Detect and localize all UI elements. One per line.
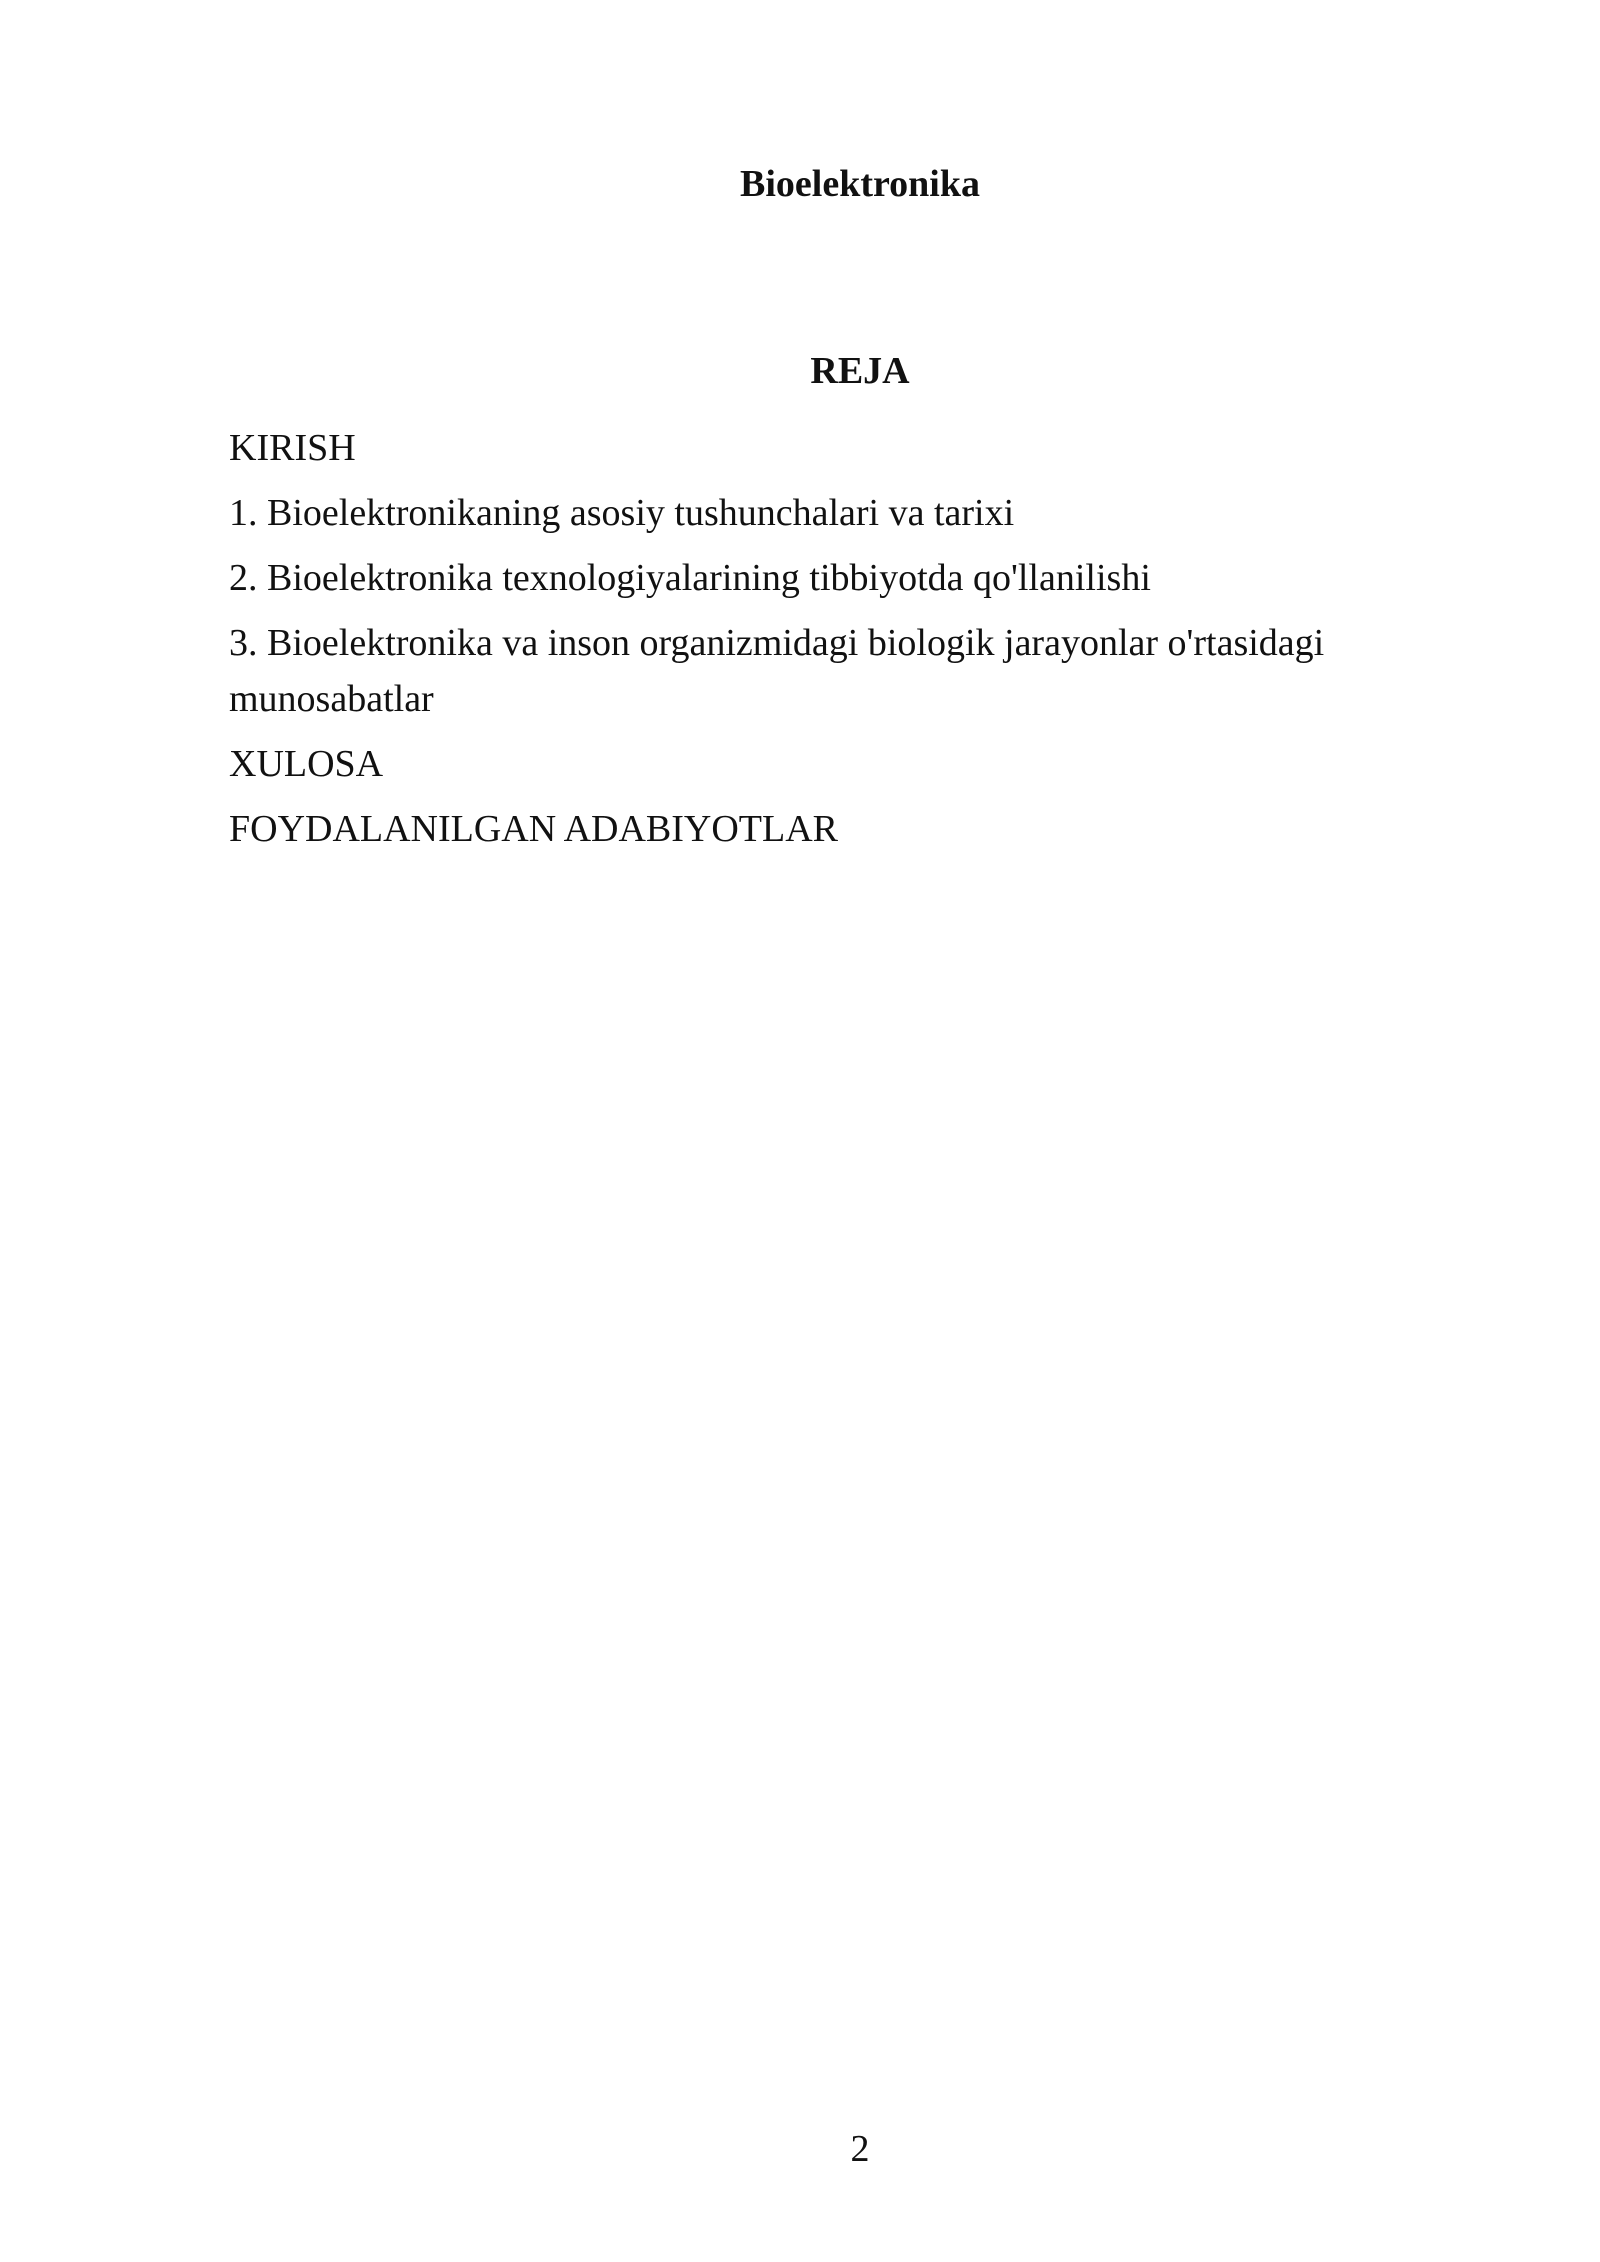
plan-list — [229, 420, 1359, 866]
plan-item-conclusion: XULOSA — [229, 743, 384, 785]
plan-item-1: 1. Bioelektronikaning asosiy tushunchalari va tarixi — [229, 492, 1015, 534]
plan-heading: REJA — [810, 350, 910, 392]
plan-item-3: 3. Bioelektronika va inson organizmidagi biologik jarayonlar o'rtasidagi munosabatlar — [229, 622, 1325, 720]
plan-item-2: 2. Bioelektronika texnologiyalarining tibbiyotda qo'llanilishi — [229, 557, 1151, 599]
page-number: 2 — [850, 2128, 870, 2170]
document-title: Bioelektronika — [740, 163, 980, 205]
plan-item-intro: KIRISH — [229, 427, 356, 469]
plan-item-references: FOYDALANILGAN ADABIYOTLAR — [229, 808, 839, 850]
